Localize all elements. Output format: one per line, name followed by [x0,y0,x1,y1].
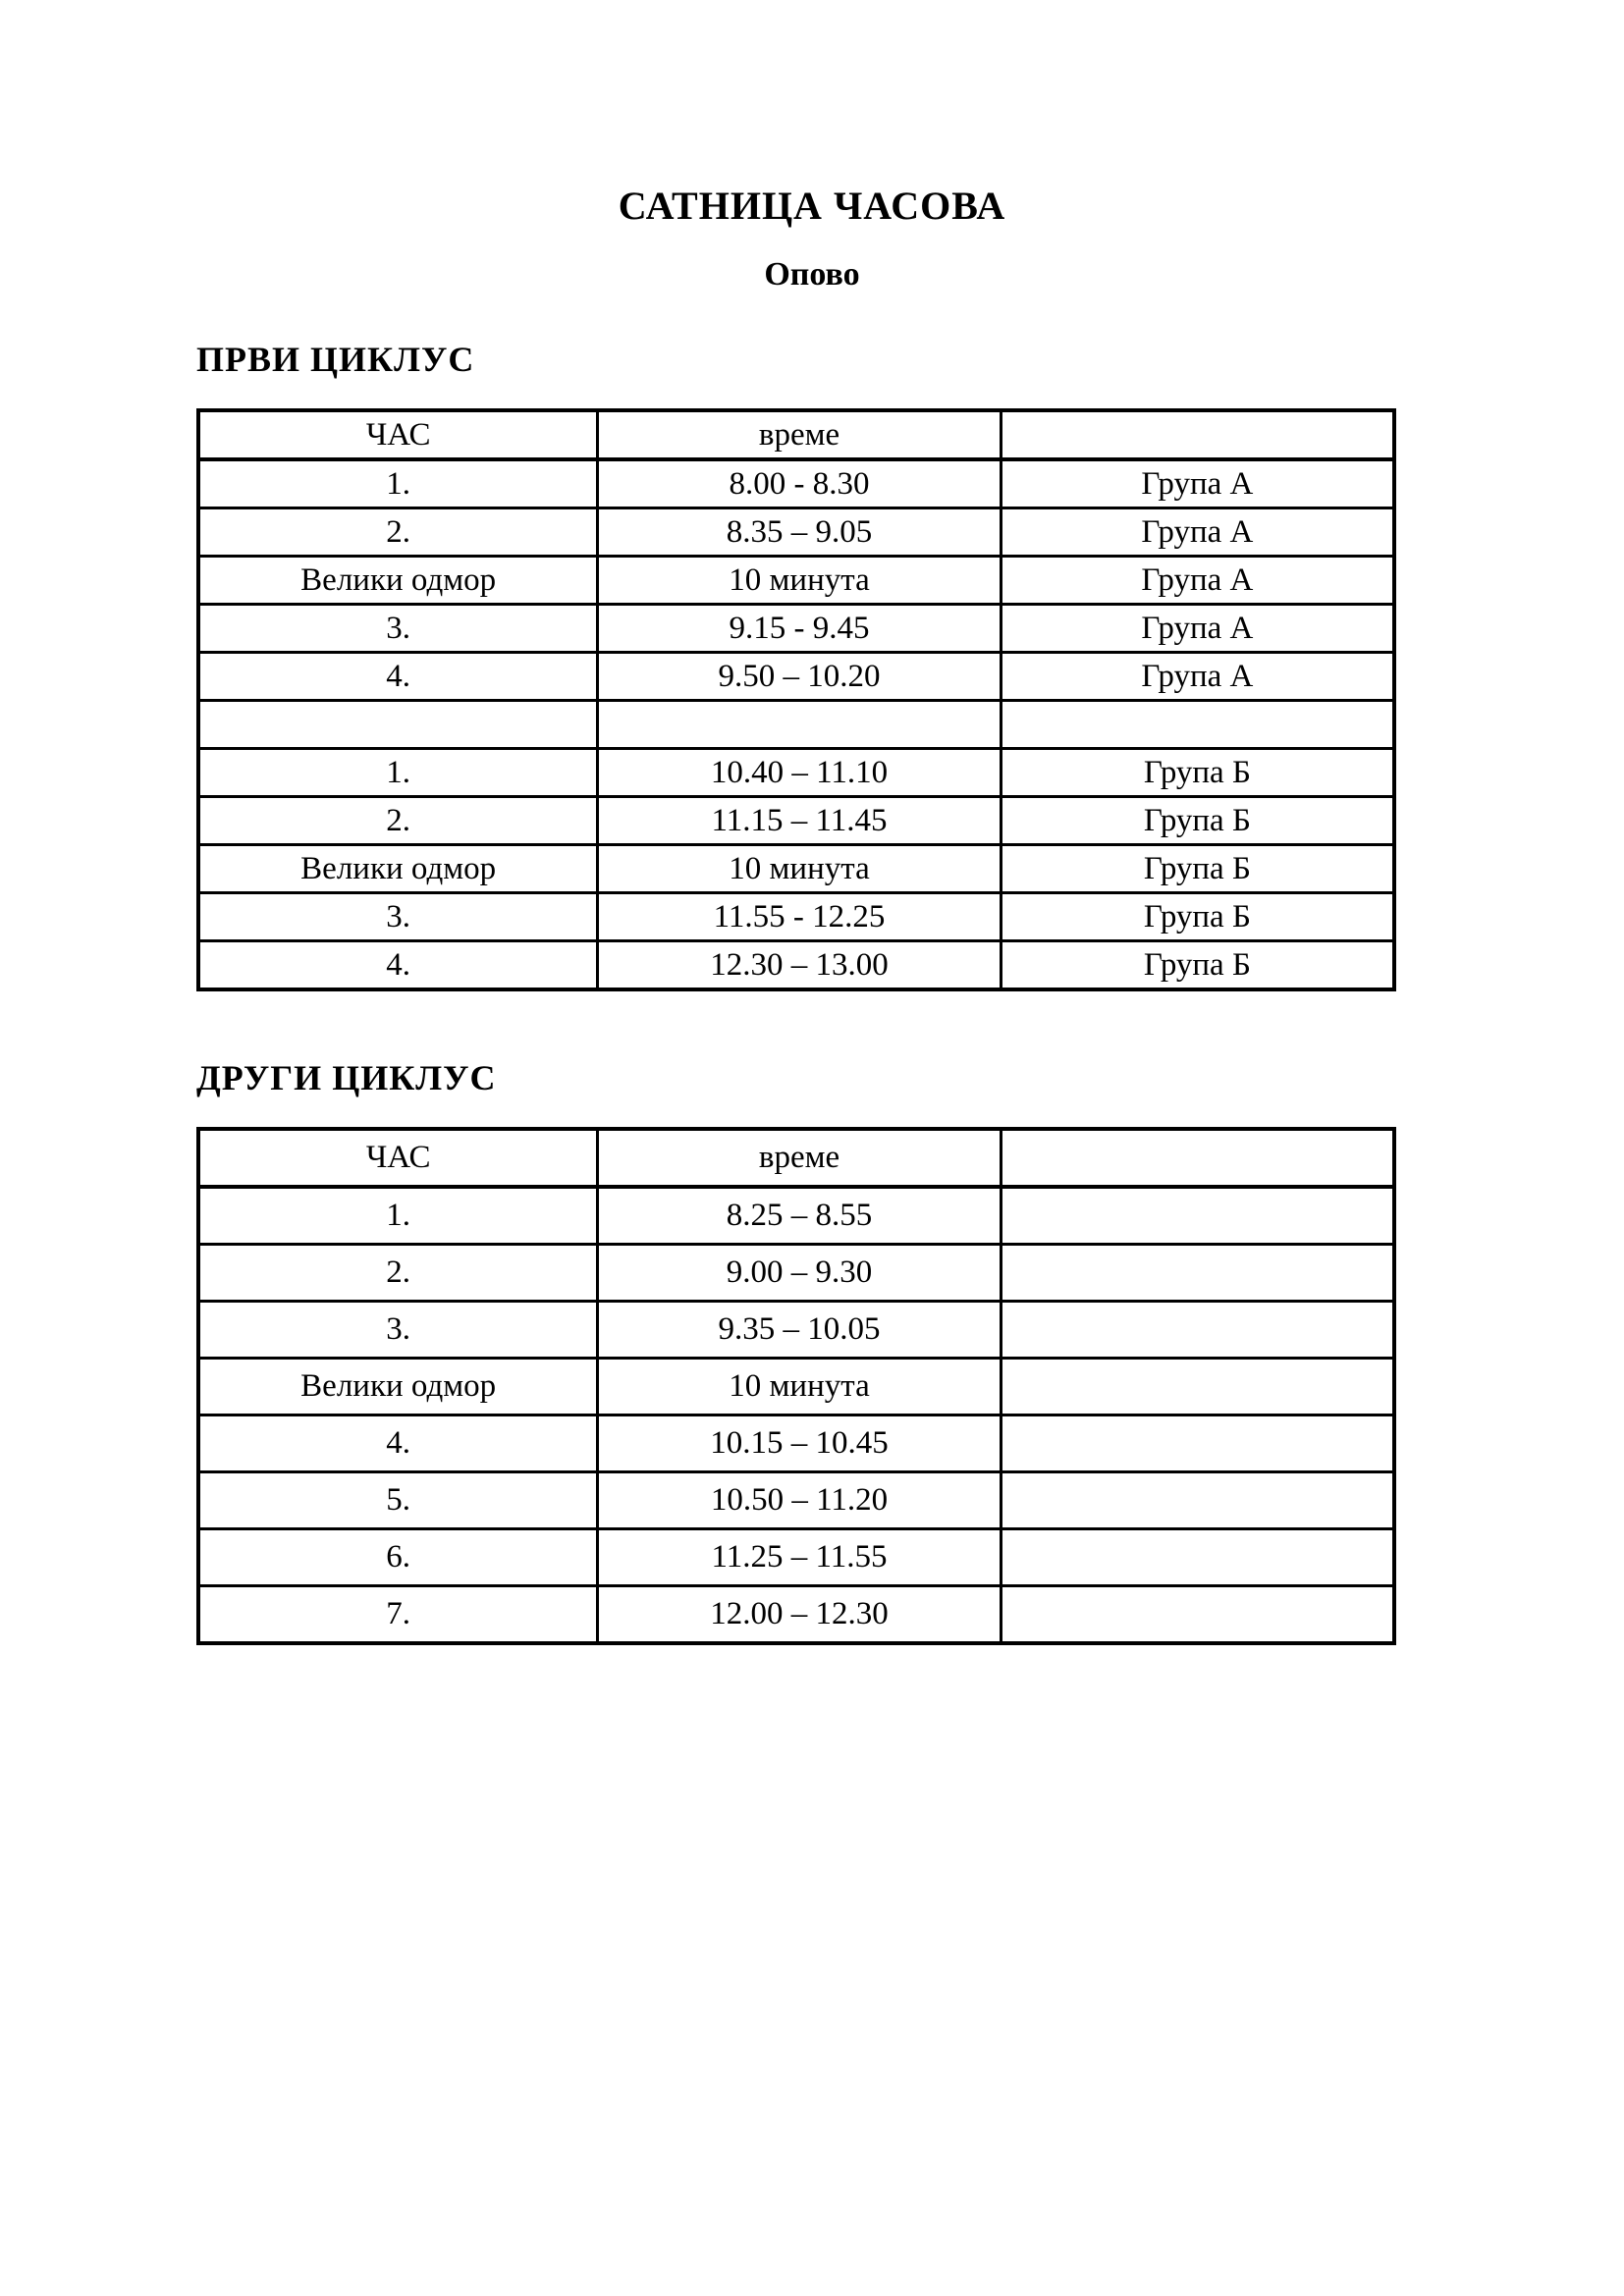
table-cell: Група Б [1001,893,1394,941]
table-row [198,893,1394,941]
table-cell [1001,1359,1394,1415]
table-cell [1001,1415,1394,1472]
table-cell: Група А [1001,605,1394,653]
table-header-cell: време [598,1129,1001,1187]
table-cell [1001,1529,1394,1586]
table-cell: 3. [198,1302,598,1359]
table-cell [1001,1187,1394,1245]
table-row [198,557,1394,605]
table-cell: 10 минута [598,1359,1001,1415]
table-row [198,1245,1394,1302]
table-cell: 9.35 – 10.05 [598,1302,1001,1359]
table-row [198,1529,1394,1586]
table-cell [1001,1472,1394,1529]
table-cell: 3. [198,605,598,653]
table-cell [1001,701,1394,749]
table-cell: 1. [198,749,598,797]
table-cell: 10.50 – 11.20 [598,1472,1001,1529]
first-cycle-table [196,408,1396,991]
table-row [198,605,1394,653]
table-cell: 4. [198,653,598,701]
table-cell: 12.00 – 12.30 [598,1586,1001,1644]
table-cell: 11.55 - 12.25 [598,893,1001,941]
table-cell: Група А [1001,508,1394,557]
table-row [198,1586,1394,1644]
table-header-cell [1001,410,1394,459]
table-row-empty [198,701,1394,749]
table-cell: 9.15 - 9.45 [598,605,1001,653]
table-cell: Група Б [1001,845,1394,893]
table-cell: 11.15 – 11.45 [598,797,1001,845]
table-cell: 6. [198,1529,598,1586]
page-subtitle: Опово [764,256,860,293]
table-cell [598,701,1001,749]
table-cell: 10 минута [598,845,1001,893]
table-row [198,459,1394,508]
table-cell: Велики одмор [198,557,598,605]
table-cell: Велики одмор [198,845,598,893]
table-cell: 9.00 – 9.30 [598,1245,1001,1302]
table-row [198,653,1394,701]
table-cell: 11.25 – 11.55 [598,1529,1001,1586]
table-cell: 12.30 – 13.00 [598,941,1001,990]
table-cell: 9.50 – 10.20 [598,653,1001,701]
table-row [198,1187,1394,1245]
table-row [198,749,1394,797]
table-cell: 1. [198,459,598,508]
table-header-row [198,410,1394,459]
table-header-row [198,1129,1394,1187]
table-cell: Велики одмор [198,1359,598,1415]
table-cell [1001,1586,1394,1644]
table-cell: 4. [198,941,598,990]
table-cell: 10 минута [598,557,1001,605]
table-cell: 8.35 – 9.05 [598,508,1001,557]
table-row [198,797,1394,845]
table-header-cell [1001,1129,1394,1187]
table-cell: Група А [1001,653,1394,701]
section-heading-first-cycle: ПРВИ ЦИКЛУС [196,340,475,379]
table-row [198,1415,1394,1472]
table-cell: 2. [198,1245,598,1302]
table-row [198,1472,1394,1529]
table-cell: Група А [1001,459,1394,508]
page-title: САТНИЦА ЧАСОВА [618,184,1006,228]
table-cell: Група А [1001,557,1394,605]
table-cell: 10.15 – 10.45 [598,1415,1001,1472]
table-header-cell: ЧАС [198,1129,598,1187]
table-cell: 1. [198,1187,598,1245]
table-row [198,508,1394,557]
table-cell [1001,1302,1394,1359]
table-cell: 5. [198,1472,598,1529]
table-cell [1001,1245,1394,1302]
table-header-cell: време [598,410,1001,459]
section-heading-second-cycle: ДРУГИ ЦИКЛУС [196,1058,497,1097]
table-row [198,1359,1394,1415]
table-row [198,845,1394,893]
table-cell: 3. [198,893,598,941]
table-cell [198,701,598,749]
table-cell: 2. [198,797,598,845]
table-cell: Група Б [1001,749,1394,797]
table-cell: 7. [198,1586,598,1644]
table-cell: 2. [198,508,598,557]
table-header-cell: ЧАС [198,410,598,459]
table-cell: 8.25 – 8.55 [598,1187,1001,1245]
table-cell: 8.00 - 8.30 [598,459,1001,508]
table-row [198,1302,1394,1359]
table-cell: Група Б [1001,941,1394,990]
table-cell: Група Б [1001,797,1394,845]
table-cell: 4. [198,1415,598,1472]
table-row [198,941,1394,990]
second-cycle-table [196,1127,1396,1645]
table-cell: 10.40 – 11.10 [598,749,1001,797]
